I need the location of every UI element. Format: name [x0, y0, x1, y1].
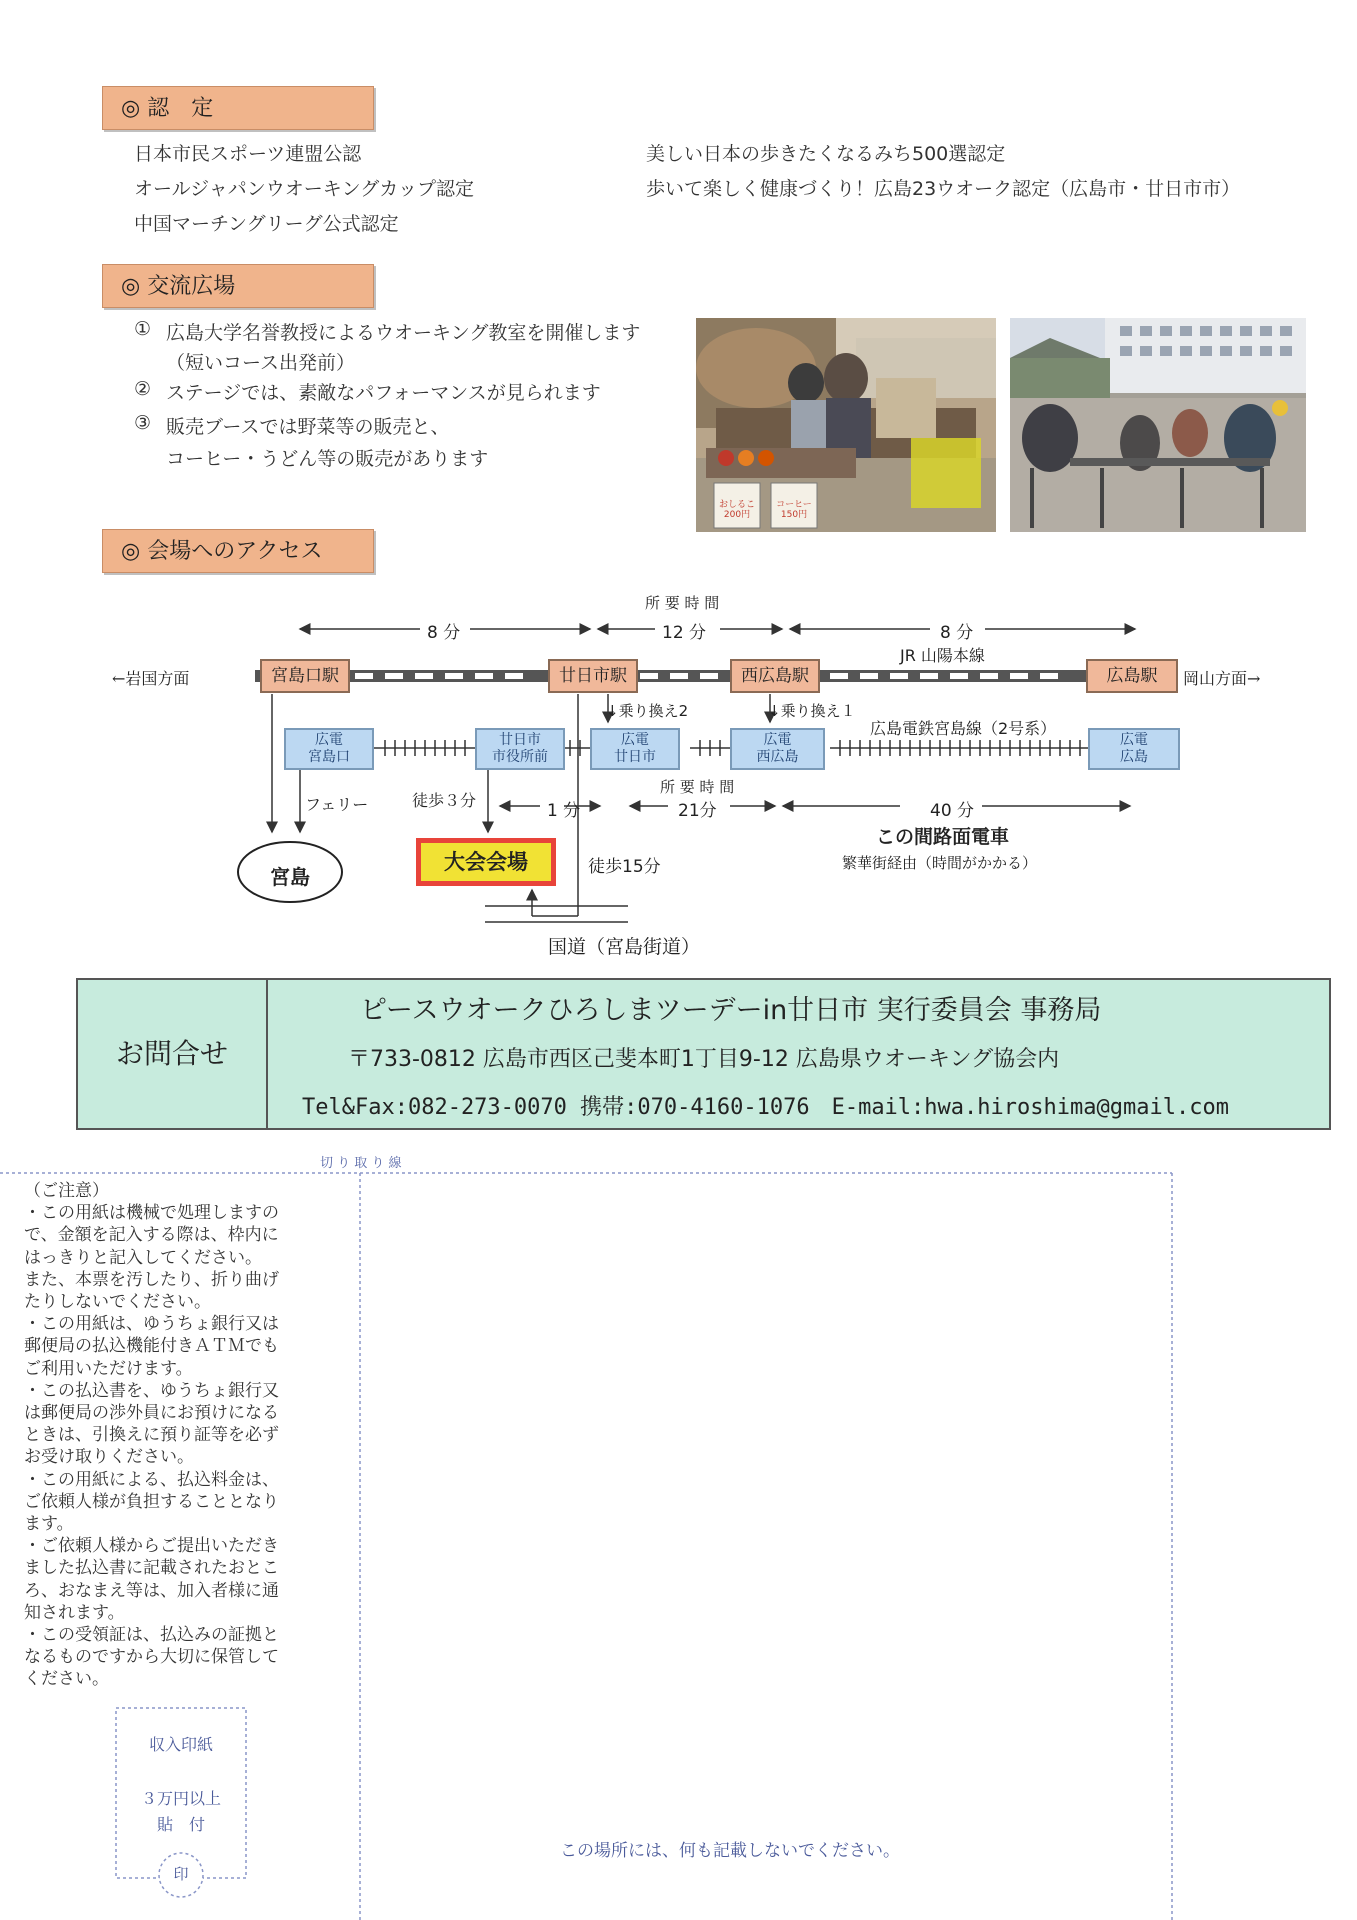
direction-okayama: 岡山方面→: [1183, 669, 1261, 688]
exchange-item-3b: コーヒー・うどん等の販売があります: [166, 448, 489, 470]
tram-stop-cityhall: [475, 728, 565, 770]
tram-stop-4-line1: 広電: [763, 732, 792, 748]
time-top-2: 12 分: [662, 623, 707, 643]
time-bottom-1: 1 分: [547, 801, 581, 821]
certification-heading: ◎ 認 定: [102, 86, 374, 130]
notice-line: ください。: [24, 1669, 109, 1690]
notice-line: ご依頼人様が負担することとなり: [24, 1491, 279, 1512]
station-nishihiroshima: 西広島駅: [730, 659, 820, 693]
ferry-label: フェリー: [305, 795, 369, 814]
notice-line: たりしないでください。: [24, 1292, 211, 1313]
tram-stop-1-line2: 宮島口: [308, 749, 350, 765]
notice-line: ご利用いただけます。: [24, 1358, 193, 1379]
tram-stop-3-line1: 広電: [621, 732, 649, 748]
notice-line: お受け取りください。: [24, 1447, 194, 1468]
cut-line-label: 切 り 取 り 線: [320, 1156, 402, 1171]
no-write-notice: この場所には、何も記載しないでください。: [560, 1841, 900, 1861]
tram-stop-2-line2: 市役所前: [492, 749, 548, 765]
walk-3-label: 徒歩３分: [412, 791, 477, 810]
notice-line: また、本票を汚したり、折り曲げ: [24, 1269, 279, 1290]
tram-stop-2-line1: 廿日市: [499, 732, 541, 748]
stamp-line-2: 貼 付: [156, 1815, 205, 1834]
notice-line: ・この用紙は、ゆうちょ銀行又は: [24, 1314, 279, 1335]
photo-market-booth: [696, 318, 996, 532]
stamp-title: 収入印紙: [148, 1735, 213, 1754]
exchange-item-2-num: ②: [134, 378, 152, 400]
tram-stop-3-line2: 廿日市: [614, 749, 656, 765]
stamp-seal: 印: [173, 1865, 189, 1883]
time-bottom-2: 21分: [678, 801, 717, 821]
notice-line: ます。: [24, 1514, 74, 1535]
direction-iwakuni: ←岩国方面: [112, 669, 190, 688]
walk-15-label: 徒歩15分: [588, 857, 661, 877]
notice-line: （ご注意）: [24, 1181, 109, 1201]
photo-sign-1: おしるこ 200円: [718, 500, 755, 520]
downtown-label: 繁華街経由（時間がかかる）: [842, 854, 1038, 872]
streetcar-label: この間路面電車: [876, 826, 1010, 848]
notice-line: ・この払込書を、ゆうちょ銀行又: [24, 1380, 279, 1401]
tram-stop-1-line1: 広電: [315, 732, 343, 748]
inquiry-address: 〒733-0812 広島市西区己斐本町1丁目9-12 広島県ウオーキング協会内: [348, 1047, 1060, 1072]
station-hiroshima: 広島駅: [1086, 659, 1178, 693]
required-time-mid: 所 要 時 間: [660, 778, 735, 796]
cert-item-2: オールジャパンウオーキングカップ認定: [134, 178, 475, 200]
notice-block: [24, 1180, 344, 1691]
station-hatsukaichi: 廿日市駅: [548, 659, 638, 693]
exchange-heading: ◎ 交流広場: [102, 264, 374, 308]
route-label: 国道（宮島街道）: [548, 936, 701, 958]
time-top-3: 8 分: [940, 623, 974, 643]
notice-line: ・この受領証は、払込みの証拠と: [24, 1625, 279, 1646]
notice-line: はっきりと記入してください。: [24, 1247, 262, 1268]
tram-stop-miyajimaguchi: [284, 728, 374, 770]
exchange-item-1: 広島大学名誉教授によるウオーキング教室を開催します: [166, 322, 641, 344]
miyajima-label: 宮島: [270, 865, 310, 889]
exchange-item-2: ステージでは、素敵なパフォーマンスが見られます: [166, 382, 601, 404]
photo-rest-area: [1010, 318, 1306, 532]
cert-item-5: 歩いて楽しく健康づくり！広島23ウオーク認定（広島市・廿日市市）: [646, 178, 1241, 200]
tram-stop-4-line2: 西広島: [756, 749, 799, 765]
station-miyajimaguchi: 宮島口駅: [260, 659, 350, 693]
inquiry-box: [76, 978, 1331, 1130]
tram-stop-hiroshima: [1088, 728, 1180, 770]
tram-stop-5-line2: 広島: [1120, 749, 1148, 765]
exchange-item-3: 販売ブースでは野菜等の販売と、: [166, 416, 450, 438]
tram-line-label: 広島電鉄宮島線（2号系）: [870, 719, 1057, 738]
transfer-1: ↓乗り換え１: [768, 702, 856, 720]
notice-line: は郵便局の渉外員にお預けになる: [24, 1403, 279, 1424]
tram-stop-nishihiroshima: [730, 728, 825, 770]
inquiry-contact: Tel&Fax:082-273-0070 携帯:070-4160-1076 E-mail:hwa.hiroshima@gmail.com: [302, 1095, 1229, 1120]
exchange-item-3-num: ③: [134, 412, 152, 434]
venue-label: 大会会場: [421, 843, 551, 881]
notice-line: ・ご依頼人様からご提出いただき: [24, 1536, 279, 1557]
notice-line: ・この用紙による、払込料金は、: [24, 1469, 279, 1490]
time-top-1: 8 分: [427, 623, 461, 643]
jr-line-label: JR 山陽本線: [900, 646, 985, 665]
notice-line: 郵便局の払込機能付きＡＴＭでも: [24, 1336, 279, 1357]
stamp-line-1: ３万円以上: [140, 1789, 221, 1808]
required-time-top: 所 要 時 間: [645, 594, 720, 612]
cert-item-3: 中国マーチングリーグ公式認定: [134, 213, 399, 235]
notice-line: ときは、引換えに預り証等を必ず: [24, 1425, 279, 1446]
time-bottom-3: 40 分: [930, 801, 975, 821]
transfer-2: ↓乗り換え2: [606, 702, 689, 720]
venue-box: [416, 838, 556, 886]
notice-line: 知されます。: [24, 1602, 125, 1623]
exchange-item-1-num: ①: [134, 318, 152, 340]
tram-stop-5-line1: 広電: [1120, 732, 1148, 748]
access-heading: ◎ 会場へのアクセス: [102, 529, 374, 573]
inquiry-org: ピースウオークひろしまツーデーin廿日市 実行委員会 事務局: [360, 995, 1102, 1026]
notice-line: ろ、おなまえ等は、加入者様に通: [24, 1580, 279, 1601]
notice-line: ・この用紙は機械で処理しますの: [24, 1203, 279, 1224]
photo-sign-2: コーヒー 150円: [776, 500, 812, 520]
tram-stop-hatsukaichi: [590, 728, 680, 770]
exchange-item-1b: （短いコース出発前）: [166, 352, 356, 374]
notice-line: なるものですから大切に保管して: [24, 1647, 279, 1668]
notice-line: で、金額を記入する際は、枠内に: [24, 1225, 279, 1246]
cert-item-1: 日本市民スポーツ連盟公認: [134, 143, 362, 165]
cert-item-4: 美しい日本の歩きたくなるみち500選認定: [646, 143, 1006, 165]
notice-line: ました払込書に記載されたおとこ: [24, 1558, 279, 1579]
inquiry-label: お問合せ: [78, 980, 268, 1128]
